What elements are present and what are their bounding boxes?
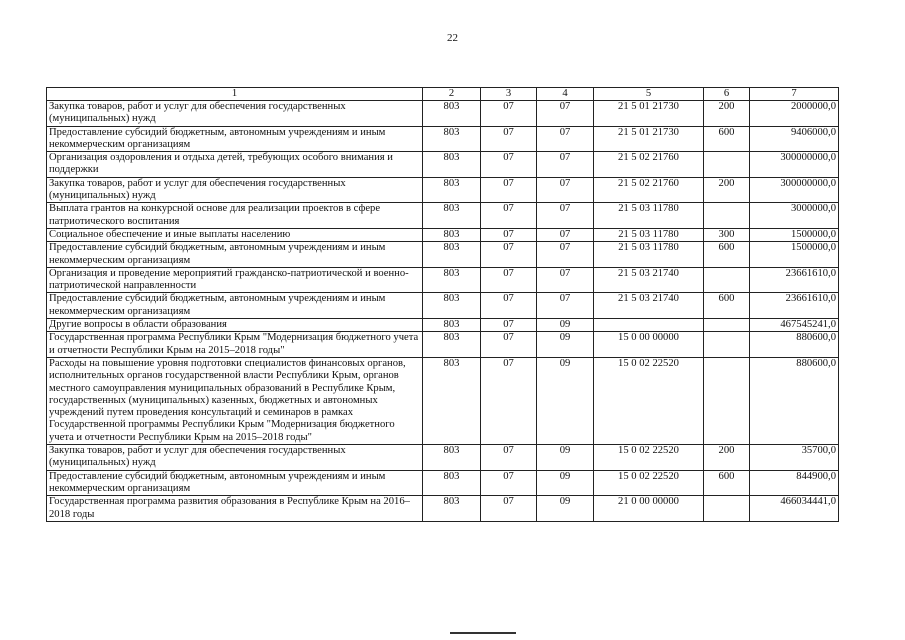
row-code-c4: 07 xyxy=(537,293,594,319)
row-code-c6: 200 xyxy=(704,445,750,471)
row-code-c4: 09 xyxy=(537,496,594,522)
row-code-c2: 803 xyxy=(423,203,481,229)
row-code-c3: 07 xyxy=(481,101,537,127)
row-code-c3: 07 xyxy=(481,470,537,496)
column-header: 7 xyxy=(750,88,839,101)
row-description: Расходы на повышение уровня подготовки специалистов финансовых органов, исполнительных органов государственной власти Республики Крым, органов местного самоуправления муниципальных образований в Республике Крым, государственных (муниципальных) казенных, бюджетных и автономных учреждений путем проведения консультаций и семинаров в рамках Государственной программы Республики Крым "Модернизация бюджетного учета и отчетности Республики Крым на 2015–2018 годы" xyxy=(47,357,423,444)
row-code-c5: 15 0 02 22520 xyxy=(594,470,704,496)
row-code-c3: 07 xyxy=(481,228,537,241)
column-header: 4 xyxy=(537,88,594,101)
table-row xyxy=(47,152,839,178)
row-code-c4: 07 xyxy=(537,152,594,178)
row-code-c2: 803 xyxy=(423,228,481,241)
row-code-c4: 09 xyxy=(537,357,594,444)
row-code-c3: 07 xyxy=(481,203,537,229)
table-row xyxy=(47,470,839,496)
table-row xyxy=(47,319,839,332)
row-code-c2: 803 xyxy=(423,332,481,358)
table-row xyxy=(47,445,839,471)
row-code-c3: 07 xyxy=(481,496,537,522)
row-code-c4: 09 xyxy=(537,332,594,358)
table-row xyxy=(47,293,839,319)
row-code-c5: 21 5 03 21740 xyxy=(594,293,704,319)
row-code-c2: 803 xyxy=(423,496,481,522)
row-code-c3: 07 xyxy=(481,293,537,319)
page-number: 22 xyxy=(447,32,458,44)
row-description: Государственная программа Республики Крым "Модернизация бюджетного учета и отчетности Республики Крым на 2015–2018 годы" xyxy=(47,332,423,358)
row-code-c2: 803 xyxy=(423,319,481,332)
table-row xyxy=(47,177,839,203)
row-code-c4: 07 xyxy=(537,101,594,127)
row-code-c5: 21 5 03 21740 xyxy=(594,267,704,293)
row-code-c6: 600 xyxy=(704,293,750,319)
row-code-c6: 200 xyxy=(704,177,750,203)
row-code-c4: 07 xyxy=(537,267,594,293)
row-code-c3: 07 xyxy=(481,177,537,203)
row-code-c6 xyxy=(704,332,750,358)
row-amount: 35700,0 xyxy=(750,445,839,471)
table-row xyxy=(47,332,839,358)
row-code-c2: 803 xyxy=(423,445,481,471)
row-amount: 844900,0 xyxy=(750,470,839,496)
row-code-c5: 21 5 01 21730 xyxy=(594,126,704,152)
column-header: 2 xyxy=(423,88,481,101)
row-code-c3: 07 xyxy=(481,267,537,293)
row-code-c6 xyxy=(704,496,750,522)
row-code-c2: 803 xyxy=(423,267,481,293)
row-code-c3: 07 xyxy=(481,357,537,444)
row-description: Предоставление субсидий бюджетным, автономным учреждениям и иным некоммерческим организациям xyxy=(47,242,423,268)
table-row xyxy=(47,357,839,444)
row-code-c2: 803 xyxy=(423,357,481,444)
row-description: Организация и проведение мероприятий гражданско-патриотической и военно-патриотической направленности xyxy=(47,267,423,293)
header-row xyxy=(47,88,839,101)
row-code-c5: 21 5 02 21760 xyxy=(594,152,704,178)
row-code-c3: 07 xyxy=(481,445,537,471)
column-header: 1 xyxy=(47,88,423,101)
row-code-c3: 07 xyxy=(481,319,537,332)
row-description: Закупка товаров, работ и услуг для обеспечения государственных (муниципальных) нужд xyxy=(47,101,423,127)
column-header: 3 xyxy=(481,88,537,101)
row-description: Предоставление субсидий бюджетным, автономным учреждениям и иным некоммерческим организациям xyxy=(47,126,423,152)
row-description: Социальное обеспечение и иные выплаты населению xyxy=(47,228,423,241)
row-amount: 880600,0 xyxy=(750,332,839,358)
row-amount: 1500000,0 xyxy=(750,242,839,268)
row-code-c6: 600 xyxy=(704,126,750,152)
row-code-c5: 15 0 00 00000 xyxy=(594,332,704,358)
row-code-c5 xyxy=(594,319,704,332)
row-amount: 3000000,0 xyxy=(750,203,839,229)
row-code-c4: 07 xyxy=(537,177,594,203)
row-code-c6 xyxy=(704,319,750,332)
row-amount: 23661610,0 xyxy=(750,293,839,319)
row-code-c3: 07 xyxy=(481,152,537,178)
row-description: Предоставление субсидий бюджетным, автономным учреждениям и иным некоммерческим организациям xyxy=(47,293,423,319)
row-amount: 23661610,0 xyxy=(750,267,839,293)
row-code-c6: 300 xyxy=(704,228,750,241)
row-code-c2: 803 xyxy=(423,101,481,127)
row-amount: 9406000,0 xyxy=(750,126,839,152)
row-description: Государственная программа развития образования в Республике Крым на 2016–2018 годы xyxy=(47,496,423,522)
row-amount: 466034441,0 xyxy=(750,496,839,522)
row-code-c5: 21 5 02 21760 xyxy=(594,177,704,203)
row-code-c5: 21 5 03 11780 xyxy=(594,228,704,241)
row-amount: 467545241,0 xyxy=(750,319,839,332)
row-code-c6: 600 xyxy=(704,470,750,496)
row-code-c3: 07 xyxy=(481,332,537,358)
row-code-c2: 803 xyxy=(423,177,481,203)
row-code-c2: 803 xyxy=(423,293,481,319)
row-code-c3: 07 xyxy=(481,126,537,152)
table-row xyxy=(47,242,839,268)
row-code-c4: 07 xyxy=(537,126,594,152)
row-code-c2: 803 xyxy=(423,126,481,152)
row-description: Закупка товаров, работ и услуг для обеспечения государственных (муниципальных) нужд xyxy=(47,445,423,471)
row-code-c6 xyxy=(704,152,750,178)
row-code-c4: 09 xyxy=(537,319,594,332)
row-code-c4: 09 xyxy=(537,470,594,496)
row-code-c2: 803 xyxy=(423,152,481,178)
row-amount: 1500000,0 xyxy=(750,228,839,241)
table-row xyxy=(47,203,839,229)
row-code-c2: 803 xyxy=(423,242,481,268)
table-row xyxy=(47,126,839,152)
row-amount: 880600,0 xyxy=(750,357,839,444)
row-code-c5: 21 0 00 00000 xyxy=(594,496,704,522)
row-code-c2: 803 xyxy=(423,470,481,496)
row-code-c4: 09 xyxy=(537,445,594,471)
column-header: 5 xyxy=(594,88,704,101)
row-code-c6: 600 xyxy=(704,242,750,268)
row-amount: 300000000,0 xyxy=(750,152,839,178)
footer-line xyxy=(450,632,516,634)
row-code-c5: 15 0 02 22520 xyxy=(594,445,704,471)
row-code-c5: 21 5 03 11780 xyxy=(594,203,704,229)
row-code-c5: 21 5 03 11780 xyxy=(594,242,704,268)
row-amount: 300000000,0 xyxy=(750,177,839,203)
row-code-c5: 15 0 02 22520 xyxy=(594,357,704,444)
row-code-c6 xyxy=(704,267,750,293)
row-description: Организация оздоровления и отдыха детей, требующих особого внимания и поддержки xyxy=(47,152,423,178)
row-code-c6: 200 xyxy=(704,101,750,127)
row-code-c4: 07 xyxy=(537,228,594,241)
row-code-c3: 07 xyxy=(481,242,537,268)
column-header: 6 xyxy=(704,88,750,101)
table-row xyxy=(47,496,839,522)
row-description: Предоставление субсидий бюджетным, автономным учреждениям и иным некоммерческим организациям xyxy=(47,470,423,496)
budget-table xyxy=(46,87,839,522)
table-row xyxy=(47,267,839,293)
row-amount: 2000000,0 xyxy=(750,101,839,127)
table-row xyxy=(47,228,839,241)
row-code-c5: 21 5 01 21730 xyxy=(594,101,704,127)
table-row xyxy=(47,101,839,127)
row-description: Другие вопросы в области образования xyxy=(47,319,423,332)
row-code-c6 xyxy=(704,357,750,444)
row-code-c6 xyxy=(704,203,750,229)
row-description: Закупка товаров, работ и услуг для обеспечения государственных (муниципальных) нужд xyxy=(47,177,423,203)
row-code-c4: 07 xyxy=(537,203,594,229)
row-description: Выплата грантов на конкурсной основе для реализации проектов в сфере патриотического воспитания xyxy=(47,203,423,229)
row-code-c4: 07 xyxy=(537,242,594,268)
